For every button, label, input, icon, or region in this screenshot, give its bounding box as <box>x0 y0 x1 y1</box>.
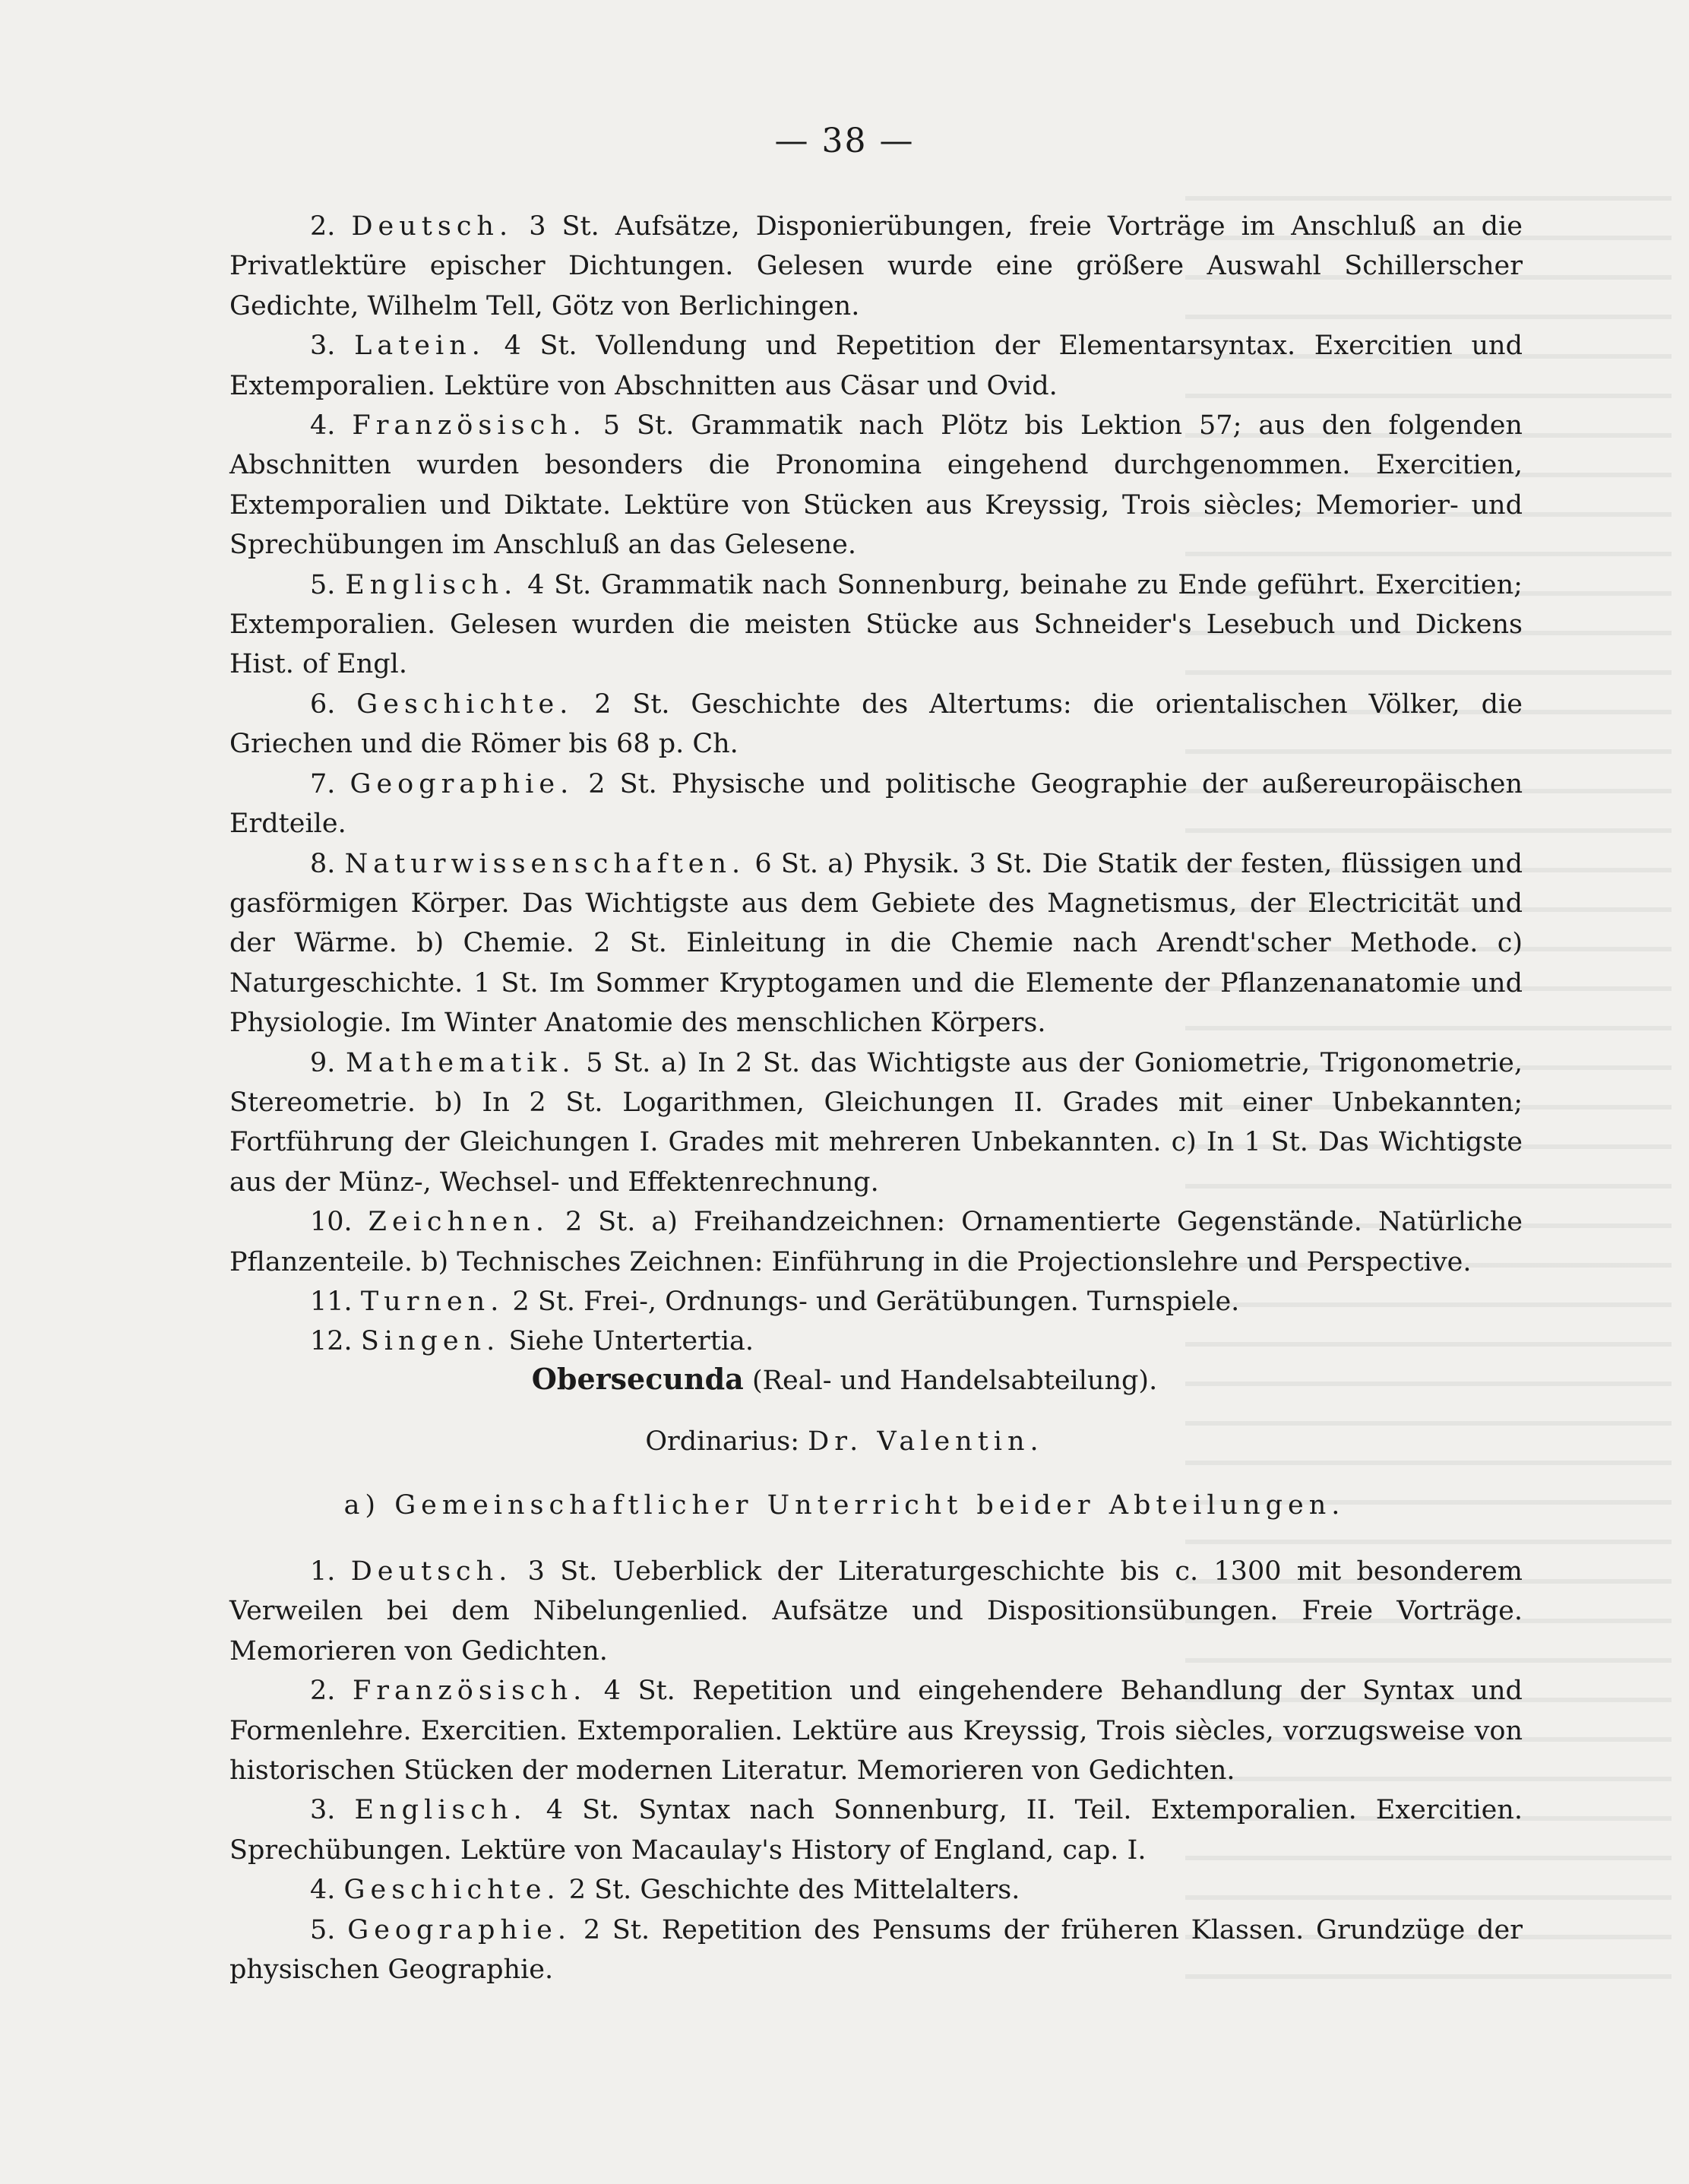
item-number: 2. <box>310 1676 336 1707</box>
paragraph-singen <box>229 1321 1523 1361</box>
paragraph-naturwissenschaften <box>229 844 1523 1043</box>
section-title: Obersecunda <box>531 1362 744 1396</box>
item-number: 5. <box>310 1914 336 1945</box>
item-number: 7. <box>310 768 336 799</box>
paragraph-text: 2 St. Geschichte des Mittelalters. <box>568 1875 1020 1906</box>
subject-title: Englisch. <box>354 1795 527 1826</box>
item-number: 10. <box>310 1207 353 1238</box>
ordinarius-name: Dr. Valentin. <box>808 1426 1044 1457</box>
item-number: 2. <box>310 211 336 242</box>
paragraph-geographie <box>229 764 1523 844</box>
item-number: 6. <box>310 688 336 720</box>
paragraph-zeichnen <box>229 1202 1523 1282</box>
subject-title: Latein. <box>354 331 486 362</box>
paragraph-text: 2 St. Geschichte des Altertums: die orientalischen Völker, die Griechen und die Römer bis 68 p. Ch. <box>229 688 1523 760</box>
paragraph-text: 3 St. Ueberblick der Literaturgeschichte bis c. 1300 mit besonderem Verweilen bei dem Nibelungenlied. Aufsätze und Dispositionsübungen. Freie Vorträge. Memorieren von Gedichten. <box>229 1556 1523 1666</box>
paragraph-text: 4 St. Repetition und eingehendere Behandlung der Syntax und Formenlehre. Exercitien. Extemporalien. Lektüre aus Kreyssig, Trois siècles, vorzugsweise von historischen Stücken der modernen Literatur. Memorieren von Gedichten. <box>229 1676 1523 1787</box>
paragraph-deutsch <box>229 207 1523 326</box>
curriculum-block-obersecunda <box>229 1552 1523 1989</box>
paragraph-text: 5 St. a) In 2 St. das Wichtigste aus der Goniometrie, Trigonometrie, Stereometrie. b) In 2 St. Logarithmen, Gleichungen II. Grades mit einer Unbekannten; Fortführung der Gleichungen I. Grades mit mehreren Unbekannten. c) In 1 St. Das Wichtigste aus der Münz-, Wechsel- und Effektenrechnung. <box>229 1047 1523 1198</box>
item-number: 8. <box>310 848 336 879</box>
paragraph-text: 2 St. Physische und politische Geographie der außereuropäischen Erdteile. <box>229 768 1523 840</box>
subject-title: Geographie. <box>347 1914 571 1945</box>
item-number: 1. <box>310 1556 336 1587</box>
subject-title: Mathematik. <box>346 1047 576 1078</box>
paragraph-text: Siehe Untertertia. <box>508 1326 754 1357</box>
subject-title: Geographie. <box>350 768 574 799</box>
paragraph-text: 4 St. Syntax nach Sonnenburg, II. Teil. Extemporalien. Exercitien. Sprechübungen. Lektüre von Macaulay's History of England, cap. I. <box>229 1795 1523 1866</box>
paragraph-text: 2 St. Repetition des Pensums der früheren Klassen. Grundzüge der physischen Geographie. <box>229 1914 1523 1986</box>
item-number: 9. <box>310 1047 336 1078</box>
paragraph-englisch <box>229 565 1523 685</box>
paragraph-englisch <box>229 1790 1523 1870</box>
paragraph-text: 4 St. Vollendung und Repetition der Elementarsyntax. Exercitien und Extemporalien. Lektüre von Abschnitten aus Cäsar und Ovid. <box>229 331 1523 401</box>
paragraph-franzoesisch <box>229 406 1523 565</box>
section-heading <box>0 1359 1689 1401</box>
subject-title: Zeichnen. <box>368 1207 549 1238</box>
section-subtitle: (Real- und Handelsabteilung). <box>751 1366 1158 1396</box>
curriculum-block-untersecunda <box>229 207 1523 1362</box>
item-number: 4. <box>310 1875 336 1906</box>
subject-title: Deutsch. <box>351 211 514 242</box>
paragraph-latein <box>229 326 1523 406</box>
subject-title: Geschichte. <box>343 1875 561 1906</box>
paragraph-geschichte <box>229 1870 1523 1910</box>
ordinarius-line <box>0 1422 1689 1461</box>
paragraph-turnen <box>229 1282 1523 1321</box>
item-number: 11. <box>310 1286 353 1317</box>
subject-title: Deutsch. <box>350 1556 513 1587</box>
subject-title: Turnen. <box>360 1286 504 1317</box>
paragraph-text: 2 St. Frei-, Ordnungs- und Gerätübungen. Turnspiele. <box>512 1286 1240 1317</box>
paragraph-mathematik <box>229 1043 1523 1203</box>
paragraph-franzoesisch <box>229 1671 1523 1790</box>
paragraph-text: 6 St. a) Physik. 3 St. Die Statik der festen, flüssigen und gasförmigen Körper. Das Wichtigste aus dem Gebiete des Magnetismus, der Electricität und der Wärme. b) Chemie. 2 St. Einleitung in die Chemie nach Arendt'scher Methode. c) Naturgeschichte. 1 St. Im Sommer Kryptogamen und die Elemente der Pflanzenanatomie und Physiologie. Im Winter Anatomie des menschlichen Körpers. <box>229 848 1523 1039</box>
ordinarius-label: Ordinarius: <box>645 1426 799 1457</box>
paragraph-text: 3 St. Aufsätze, Disponierübungen, freie Vorträge im Anschluß an die Privatlektüre epischer Dichtungen. Gelesen wurde eine größere Auswahl Schillerscher Gedichte, Wilhelm Tell, Götz von Berlichingen. <box>229 211 1523 321</box>
paragraph-geographie <box>229 1910 1523 1990</box>
paragraph-geschichte <box>229 685 1523 764</box>
subject-title: Französisch. <box>352 410 587 442</box>
subject-title: Geschichte. <box>356 688 574 720</box>
item-number: 12. <box>310 1326 353 1357</box>
item-number: 5. <box>310 569 336 600</box>
item-number: 4. <box>310 410 336 442</box>
paragraph-text: 5 St. Grammatik nach Plötz bis Lektion 57; aus den folgenden Abschnitten wurden besonders die Pronomina eingehend durchgenommen. Exercitien, Extemporalien und Diktate. Lektüre von Stücken aus Kreyssig, Trois siècles; Memorier- und Sprechübungen im Anschluß an das Gelesene. <box>229 410 1523 561</box>
paragraph-text: 4 St. Grammatik nach Sonnenburg, beinahe zu Ende geführt. Exercitien; Extemporalien. Gelesen wurden die meisten Stücke aus Schneider's Lesebuch und Dickens Hist. of Engl. <box>229 569 1523 680</box>
paragraph-deutsch <box>229 1552 1523 1671</box>
subject-title: Englisch. <box>345 569 518 600</box>
subheading: a) Gemeinschaftlicher Unterricht beider Abteilungen. <box>343 1490 1346 1521</box>
paragraph-text: 2 St. a) Freihandzeichnen: Ornamentierte Gegenstände. Natürliche Pflanzenteile. b) Technisches Zeichnen: Einführung in die Projectionslehre und Perspective. <box>229 1207 1523 1277</box>
subject-title: Naturwissenschaften. <box>344 848 746 879</box>
page-number: — 38 — <box>774 122 915 160</box>
item-number: 3. <box>310 331 336 362</box>
subject-title: Französisch. <box>352 1676 587 1707</box>
subject-title: Singen. <box>360 1326 501 1357</box>
item-number: 3. <box>310 1795 336 1826</box>
